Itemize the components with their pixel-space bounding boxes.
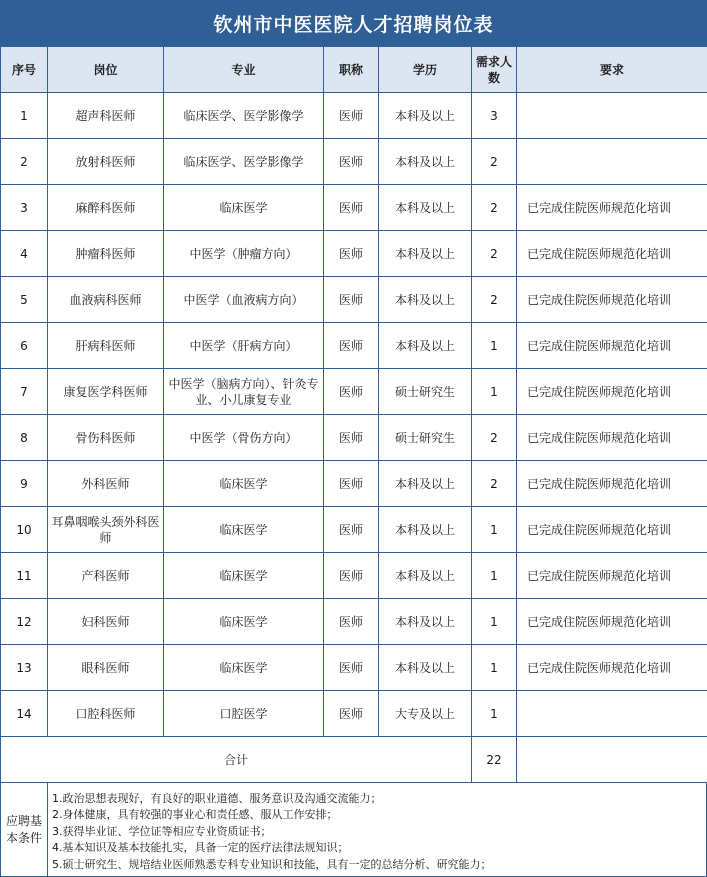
cell-title-rank: 医师 — [324, 93, 379, 139]
table-row — [1, 277, 707, 323]
cell-position: 产科医师 — [48, 553, 164, 599]
table-row — [1, 645, 707, 691]
cell-education: 本科及以上 — [379, 231, 472, 277]
cell-education: 本科及以上 — [379, 507, 472, 553]
cell-title-rank: 医师 — [324, 461, 379, 507]
cell-position: 耳鼻咽喉头颈外科医师 — [48, 507, 164, 553]
cell-count: 2 — [472, 461, 517, 507]
cell-no: 10 — [1, 507, 48, 553]
conditions-list — [48, 783, 706, 876]
basic-conditions — [0, 783, 707, 877]
cell-title-rank: 医师 — [324, 507, 379, 553]
cell-title-rank: 医师 — [324, 599, 379, 645]
table-row — [1, 461, 707, 507]
condition-item: 3.获得毕业证、学位证等相应专业资质证书； — [52, 824, 272, 838]
header-major: 专业 — [164, 47, 324, 93]
cell-major: 中医学（骨伤方向） — [164, 415, 324, 461]
cell-count: 2 — [472, 277, 517, 323]
cell-title-rank: 医师 — [324, 553, 379, 599]
cell-no: 5 — [1, 277, 48, 323]
table-row — [1, 553, 707, 599]
table-row — [1, 691, 707, 737]
cell-no: 2 — [1, 139, 48, 185]
table-row — [1, 323, 707, 369]
cell-major: 临床医学 — [164, 461, 324, 507]
cell-title-rank: 医师 — [324, 645, 379, 691]
table-row — [1, 415, 707, 461]
header-no: 序号 — [1, 47, 48, 93]
cell-requirement: 已完成住院医师规范化培训 — [517, 185, 707, 231]
table-header-row — [1, 47, 707, 93]
cell-title-rank: 医师 — [324, 231, 379, 277]
cell-position: 超声科医师 — [48, 93, 164, 139]
cell-position: 眼科医师 — [48, 645, 164, 691]
cell-no: 12 — [1, 599, 48, 645]
table-row — [1, 599, 707, 645]
cell-education: 本科及以上 — [379, 185, 472, 231]
cell-position: 外科医师 — [48, 461, 164, 507]
cell-title-rank: 医师 — [324, 415, 379, 461]
cell-education: 本科及以上 — [379, 139, 472, 185]
cell-position: 放射科医师 — [48, 139, 164, 185]
cell-count: 2 — [472, 415, 517, 461]
header-requirement: 要求 — [517, 47, 707, 93]
condition-item: 5.硕士研究生、规培结业医师熟悉专科专业知识和技能，具有一定的总结分析、研究能力； — [52, 857, 492, 871]
cell-no: 13 — [1, 645, 48, 691]
cell-requirement — [517, 691, 707, 737]
cell-major: 临床医学 — [164, 553, 324, 599]
cell-no: 4 — [1, 231, 48, 277]
conditions-label: 应聘基本条件 — [1, 783, 48, 876]
positions-table — [0, 46, 707, 783]
table-row — [1, 369, 707, 415]
header-position: 岗位 — [48, 47, 164, 93]
total-count: 22 — [472, 737, 517, 783]
cell-position: 康复医学科医师 — [48, 369, 164, 415]
cell-count: 3 — [472, 93, 517, 139]
table-row — [1, 231, 707, 277]
cell-position: 妇科医师 — [48, 599, 164, 645]
cell-education: 本科及以上 — [379, 323, 472, 369]
cell-education: 本科及以上 — [379, 93, 472, 139]
header-title-rank: 职称 — [324, 47, 379, 93]
cell-requirement: 已完成住院医师规范化培训 — [517, 507, 707, 553]
total-label: 合计 — [1, 737, 472, 783]
cell-requirement: 已完成住院医师规范化培训 — [517, 277, 707, 323]
cell-requirement: 已完成住院医师规范化培训 — [517, 645, 707, 691]
cell-major: 临床医学、医学影像学 — [164, 93, 324, 139]
header-education: 学历 — [379, 47, 472, 93]
table-row — [1, 507, 707, 553]
cell-count: 2 — [472, 139, 517, 185]
condition-item: 4.基本知识及基本技能扎实，具备一定的医疗法律法规知识； — [52, 841, 349, 855]
cell-major: 临床医学 — [164, 185, 324, 231]
table-row — [1, 185, 707, 231]
cell-requirement: 已完成住院医师规范化培训 — [517, 599, 707, 645]
cell-education: 硕士研究生 — [379, 415, 472, 461]
cell-requirement: 已完成住院医师规范化培训 — [517, 231, 707, 277]
cell-requirement: 已完成住院医师规范化培训 — [517, 369, 707, 415]
cell-no: 8 — [1, 415, 48, 461]
cell-title-rank: 医师 — [324, 277, 379, 323]
cell-major: 临床医学 — [164, 599, 324, 645]
cell-count: 1 — [472, 645, 517, 691]
cell-position: 骨伤科医师 — [48, 415, 164, 461]
cell-count: 1 — [472, 369, 517, 415]
cell-position: 血液病科医师 — [48, 277, 164, 323]
total-empty-cell — [517, 737, 707, 783]
cell-title-rank: 医师 — [324, 185, 379, 231]
cell-requirement — [517, 93, 707, 139]
cell-no: 6 — [1, 323, 48, 369]
table-row — [1, 93, 707, 139]
cell-position: 麻醉科医师 — [48, 185, 164, 231]
page-title: 钦州市中医医院人才招聘岗位表 — [0, 0, 707, 46]
cell-position: 口腔科医师 — [48, 691, 164, 737]
condition-item: 1.政治思想表现好，有良好的职业道德、服务意识及沟通交流能力； — [52, 792, 382, 805]
cell-education: 大专及以上 — [379, 691, 472, 737]
cell-no: 1 — [1, 93, 48, 139]
cell-requirement: 已完成住院医师规范化培训 — [517, 323, 707, 369]
cell-requirement: 已完成住院医师规范化培训 — [517, 415, 707, 461]
cell-education: 本科及以上 — [379, 277, 472, 323]
cell-major: 临床医学 — [164, 507, 324, 553]
cell-major: 临床医学 — [164, 645, 324, 691]
cell-count: 2 — [472, 231, 517, 277]
cell-count: 1 — [472, 507, 517, 553]
cell-no: 14 — [1, 691, 48, 737]
cell-count: 1 — [472, 323, 517, 369]
cell-no: 11 — [1, 553, 48, 599]
cell-requirement: 已完成住院医师规范化培训 — [517, 461, 707, 507]
cell-count: 2 — [472, 185, 517, 231]
cell-major: 口腔医学 — [164, 691, 324, 737]
cell-no: 3 — [1, 185, 48, 231]
total-row — [1, 737, 707, 783]
cell-title-rank: 医师 — [324, 139, 379, 185]
cell-major: 中医学（脑病方向）、针灸专业、小儿康复专业 — [164, 369, 324, 415]
cell-title-rank: 医师 — [324, 369, 379, 415]
cell-education: 本科及以上 — [379, 645, 472, 691]
cell-count: 1 — [472, 691, 517, 737]
cell-education: 硕士研究生 — [379, 369, 472, 415]
cell-education: 本科及以上 — [379, 553, 472, 599]
cell-major: 临床医学、医学影像学 — [164, 139, 324, 185]
cell-count: 1 — [472, 599, 517, 645]
cell-requirement: 已完成住院医师规范化培训 — [517, 553, 707, 599]
cell-education: 本科及以上 — [379, 599, 472, 645]
condition-item: 2.身体健康，具有较强的事业心和责任感、服从工作安排； — [52, 808, 338, 822]
cell-position: 肝病科医师 — [48, 323, 164, 369]
cell-no: 9 — [1, 461, 48, 507]
cell-count: 1 — [472, 553, 517, 599]
cell-title-rank: 医师 — [324, 323, 379, 369]
cell-title-rank: 医师 — [324, 691, 379, 737]
cell-major: 中医学（肿瘤方向） — [164, 231, 324, 277]
table-body — [1, 93, 707, 737]
cell-major: 中医学（肝病方向） — [164, 323, 324, 369]
cell-requirement — [517, 139, 707, 185]
cell-position: 肿瘤科医师 — [48, 231, 164, 277]
cell-major: 中医学（血液病方向） — [164, 277, 324, 323]
table-row — [1, 139, 707, 185]
cell-education: 本科及以上 — [379, 461, 472, 507]
cell-no: 7 — [1, 369, 48, 415]
header-count: 需求人数 — [472, 47, 517, 93]
